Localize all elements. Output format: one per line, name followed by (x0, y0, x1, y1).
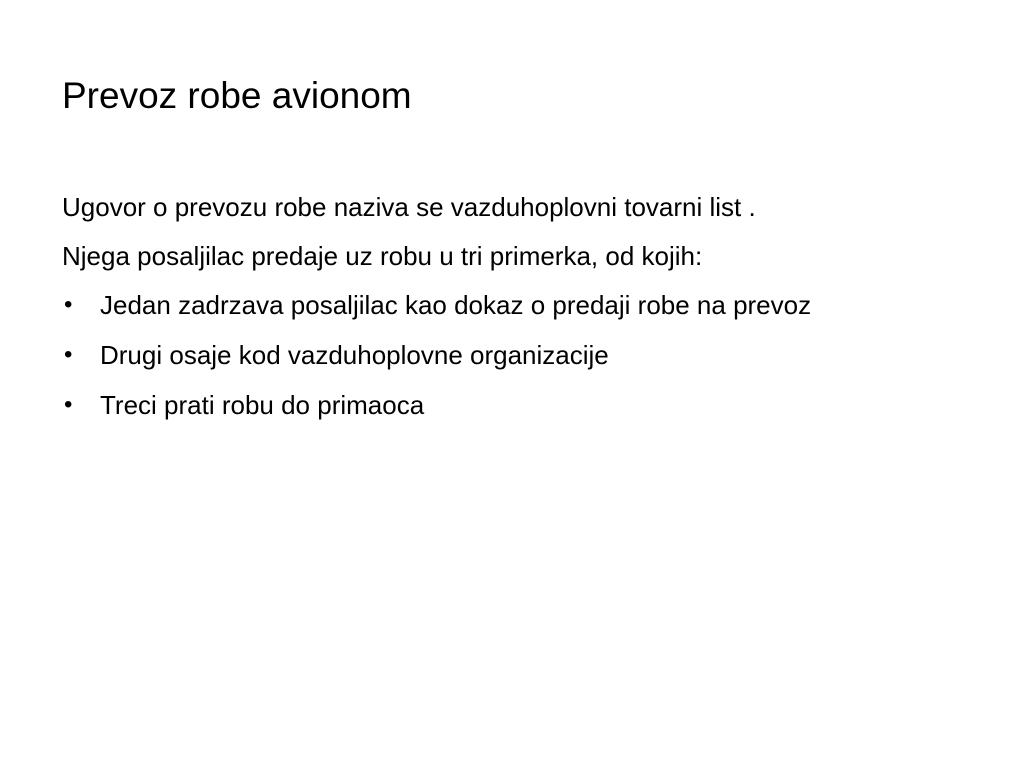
bullet-list (62, 284, 982, 434)
bullet-text: Drugi osaje kod vazduhoplovne organizacije (100, 340, 609, 370)
slide-body (62, 186, 982, 434)
bullet-item (62, 384, 982, 434)
slide-title: Prevoz robe avionom (62, 75, 412, 116)
bullet-text: Jedan zadrzava posaljilac kao dokaz o predaji robe na prevoz (100, 290, 812, 320)
bullet-item (62, 334, 982, 384)
body-paragraph: Njega posaljilac predaje uz robu u tri primerka, od kojih: (62, 241, 703, 271)
bullet-icon: • (64, 291, 73, 318)
bullet-icon: • (64, 391, 73, 418)
bullet-text: Treci prati robu do primaoca (100, 390, 425, 420)
bullet-item (62, 284, 982, 334)
body-paragraph: Ugovor o prevozu robe naziva se vazduhoplovni tovarni list . (62, 192, 756, 222)
bullet-icon: • (64, 341, 73, 368)
